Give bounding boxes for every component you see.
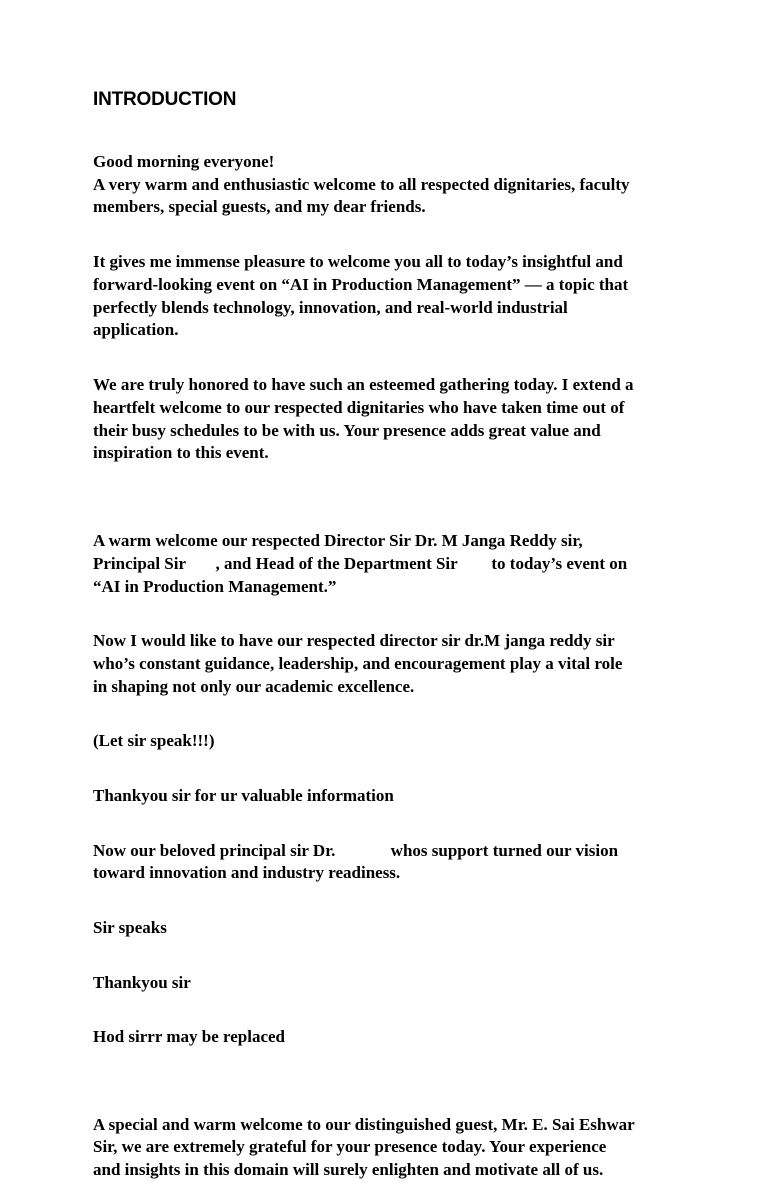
text-line: Sir speaks	[93, 917, 167, 937]
text-line: (Let sir speak!!!)	[93, 731, 215, 751]
paragraph-thank-principal	[93, 949, 693, 995]
text-line: and insights in this domain will surely enlighten and motivate all of us.	[93, 1160, 604, 1180]
blank-spacer	[93, 1058, 693, 1091]
text-line: heartfelt welcome to our respected dignitaries who have taken time out of	[93, 397, 625, 417]
paragraph-event-intro	[93, 228, 693, 342]
blank-spacer	[93, 474, 693, 507]
text-line: inspiration to this event.	[93, 443, 269, 463]
text-line: Sir, we are extremely grateful for your presence today. Your experience	[93, 1137, 607, 1157]
paragraph-honored	[93, 351, 693, 465]
text-line: members, special guests, and my dear friends.	[93, 197, 426, 217]
text-line: Now I would like to have our respected director sir dr.M janga reddy sir	[93, 631, 615, 651]
text-line: Thankyou sir	[93, 972, 191, 992]
text-line: A special and warm welcome to our distinguished guest, Mr. E. Sai Eshwar	[93, 1114, 635, 1134]
paragraph-hod-note	[93, 1003, 693, 1049]
document-heading: INTRODUCTION	[93, 89, 237, 110]
paragraph-let-sir-speak	[93, 708, 693, 754]
text-line: forward-looking event on “AI in Production Management” — a topic that	[93, 274, 629, 294]
paragraph-greeting	[93, 128, 693, 219]
paragraph-director	[93, 607, 693, 698]
text-line: in shaping not only our academic excellence.	[93, 676, 415, 696]
paragraph-sir-speaks	[93, 894, 693, 940]
text-line: A warm welcome our respected Director Sir Dr. M Janga Reddy sir,	[93, 530, 583, 550]
document-body	[93, 88, 693, 1191]
text-line: It gives me immense pleasure to welcome you all to today’s insightful and	[93, 251, 623, 271]
text-line: Principal Sir , and Head of the Department Sir to today’s event on	[93, 553, 628, 573]
paragraph-principal	[93, 817, 693, 885]
text-line: “AI in Production Management.”	[93, 576, 337, 596]
text-line: who’s constant guidance, leadership, and encouragement play a vital role	[93, 653, 623, 673]
text-line: We are truly honored to have such an esteemed gathering today. I extend a	[93, 374, 634, 394]
text-line: A very warm and enthusiastic welcome to all respected dignitaries, faculty	[93, 174, 630, 194]
paragraph-welcome-officials	[93, 507, 693, 598]
paragraph-special-guest	[93, 1091, 693, 1182]
text-line: Now our beloved principal sir Dr. whos support turned our vision	[93, 840, 619, 860]
text-line: Thankyou sir for ur valuable information	[93, 785, 394, 805]
text-line: application.	[93, 320, 179, 340]
text-line: toward innovation and industry readiness.	[93, 863, 401, 883]
text-line: their busy schedules to be with us. Your presence adds great value and	[93, 420, 601, 440]
text-line: perfectly blends technology, innovation, and real-world industrial	[93, 297, 568, 317]
paragraph-thank-director	[93, 762, 693, 808]
text-line: Hod sirrr may be replaced	[93, 1027, 286, 1047]
text-line: Good morning everyone!	[93, 151, 275, 171]
